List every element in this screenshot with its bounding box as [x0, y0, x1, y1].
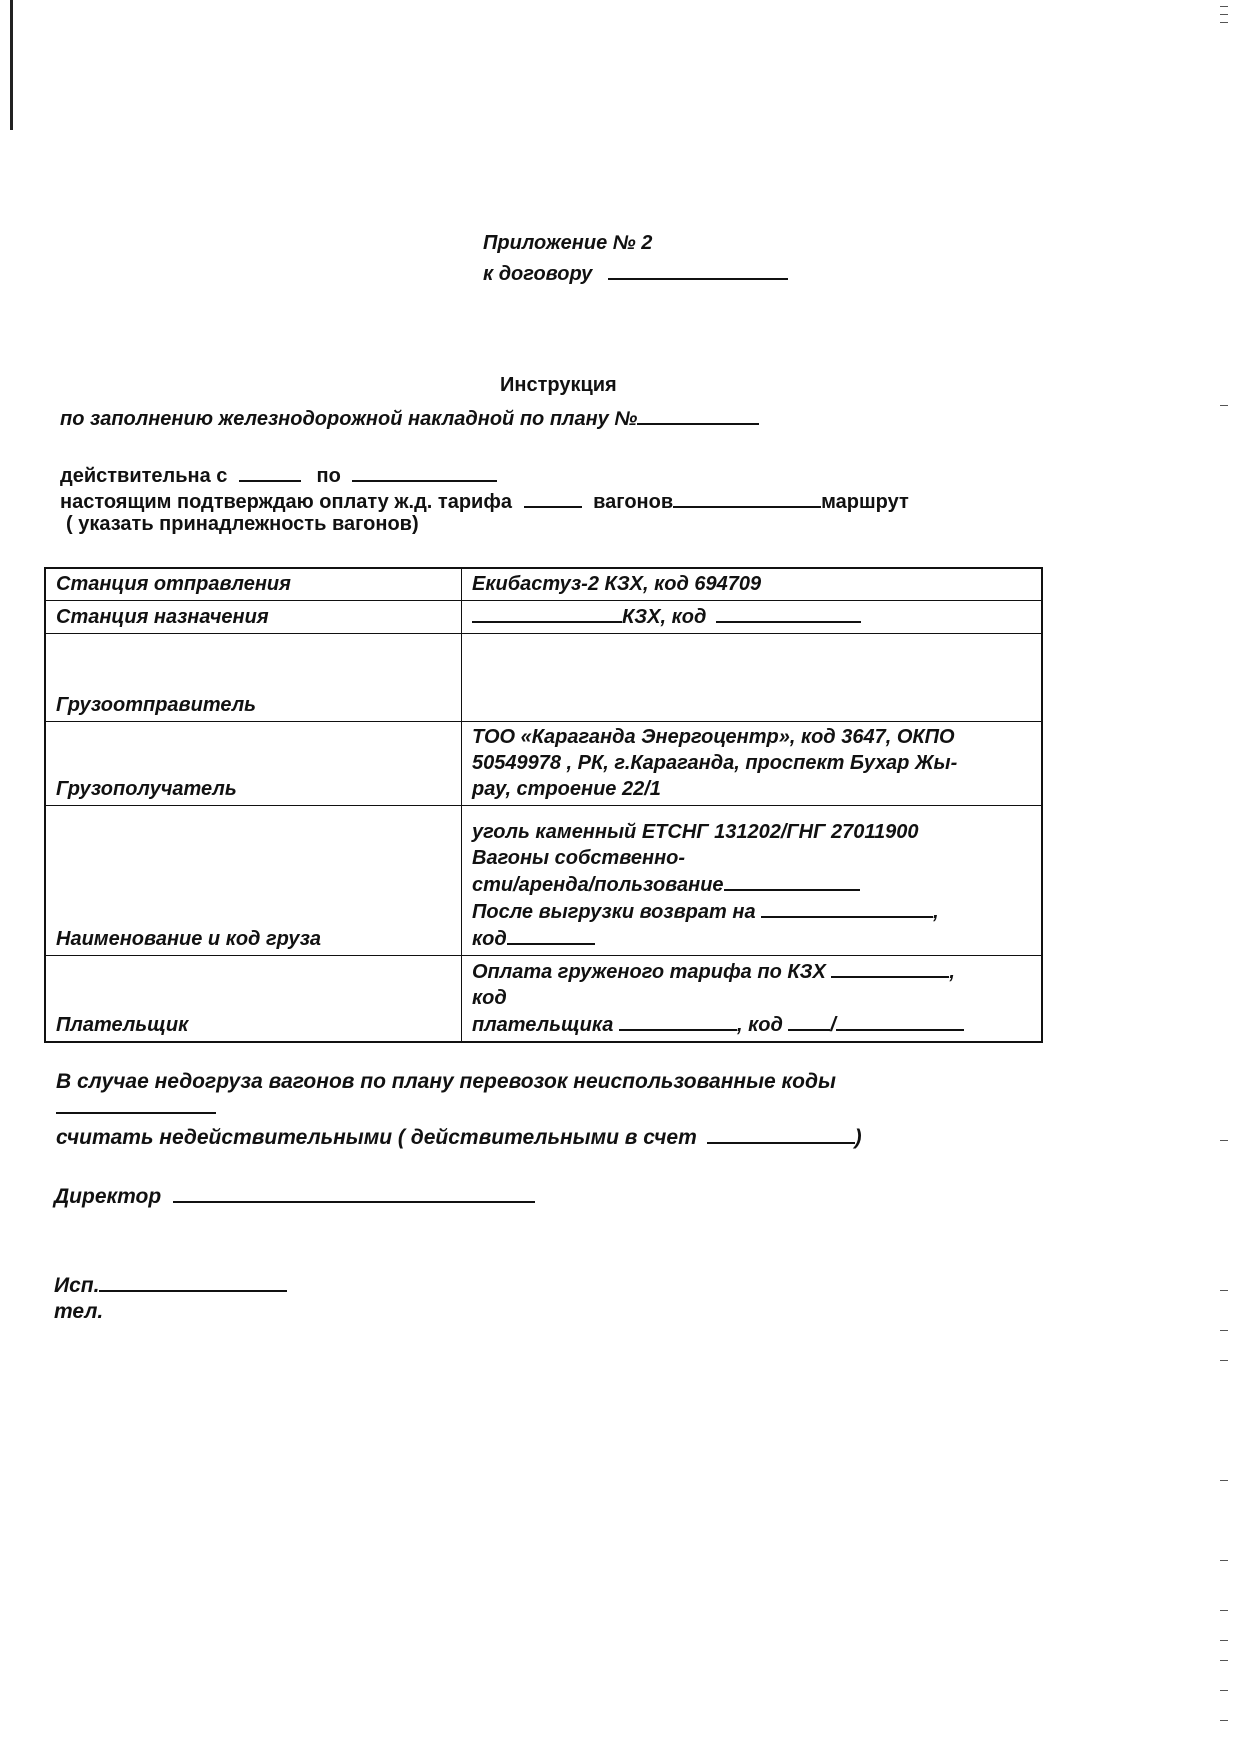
subtitle-text: по заполнению железнодорожной накладной по плану № [60, 408, 638, 430]
consignee-line-1: ТОО «Караганда Энергоцентр», код 3647, ОКПО [472, 726, 955, 748]
scan-mark [1220, 1330, 1228, 1331]
waybill-table [44, 567, 1043, 1043]
ownership-text: сти/аренда/пользование [472, 874, 724, 896]
underload-line-2 [56, 1124, 862, 1150]
destination-station-code-label: КЗХ, код [622, 606, 707, 628]
scan-mark [1220, 1480, 1228, 1481]
payer-code-label: код [748, 1014, 783, 1036]
account-blank[interactable] [707, 1124, 855, 1144]
row-value [462, 568, 1043, 601]
tariff-text: Оплата груженого тарифа по КЗХ [472, 961, 826, 983]
scan-mark [1220, 1560, 1228, 1561]
ownership-blank[interactable] [724, 871, 860, 891]
ownership-note: ( указать принадлежность вагонов) [66, 513, 419, 535]
wagons-blank[interactable] [673, 488, 821, 508]
payer-line-1: Оплата груженого тарифа по КЗХ , [472, 958, 1031, 985]
row-label: Станция отправления [45, 568, 462, 601]
confirm-text: настоящим подтверждаю оплату ж.д. тарифа [60, 491, 512, 513]
wagons-count-blank[interactable] [524, 488, 582, 508]
annex-title: Приложение № 2 [483, 232, 653, 254]
payer-code-blank-2[interactable] [836, 1011, 964, 1031]
scan-mark [1220, 1610, 1228, 1611]
table-row [45, 806, 1042, 956]
payer-blank[interactable] [619, 1011, 737, 1031]
wagons-label: вагонов [593, 491, 674, 513]
row-label: Плательщик [45, 956, 462, 1043]
valid-from-blank[interactable] [239, 462, 301, 482]
payer-line-3: плательщика , код / [472, 1011, 1031, 1038]
scan-mark [1220, 1290, 1228, 1291]
payer-code-separator: / [830, 1014, 836, 1036]
director-label: Директор [54, 1185, 162, 1208]
return-blank[interactable] [761, 898, 933, 918]
valid-from-label: действительна с [60, 465, 228, 487]
scan-mark [1220, 1360, 1228, 1361]
scan-mark [1220, 1720, 1228, 1721]
annex-contract-line [483, 260, 788, 286]
row-value [462, 722, 1043, 806]
tariff-blank[interactable] [831, 958, 949, 978]
payer-label: плательщика [472, 1014, 614, 1036]
underload-line-1: В случае недогруза вагонов по плану перевозок неиспользованные коды [56, 1070, 836, 1093]
return-code-blank[interactable] [507, 925, 595, 945]
cargo-line-2: Вагоны собственно- [472, 847, 686, 869]
executor-blank[interactable] [99, 1272, 287, 1292]
confirm-line [60, 488, 909, 514]
row-label: Станция назначения [45, 601, 462, 634]
scan-mark [1220, 1140, 1228, 1141]
contract-label: к договору [483, 263, 593, 285]
row-label: Грузополучатель [45, 722, 462, 806]
row-value [462, 956, 1043, 1043]
payer-line-2: код [472, 987, 507, 1009]
scan-edge-mark [10, 0, 13, 130]
director-signature-blank[interactable] [173, 1183, 535, 1203]
scan-mark [1220, 14, 1228, 15]
cargo-line-3 [472, 871, 1031, 898]
scan-mark [1220, 6, 1228, 7]
unused-codes-blank[interactable] [56, 1094, 216, 1114]
plan-number-blank[interactable] [637, 405, 759, 425]
cargo-line-1: уголь каменный ЕТСНГ 131202/ГНГ 27011900 [472, 821, 919, 843]
scan-mark [1220, 405, 1228, 406]
executor-label: Исп. [54, 1274, 100, 1297]
scan-mark [1220, 22, 1228, 23]
director-line [54, 1183, 535, 1209]
scan-mark [1220, 1660, 1228, 1661]
shipper-value-empty[interactable] [462, 634, 1043, 722]
return-code-label: код [472, 928, 507, 950]
payer-code-blank-1[interactable] [788, 1011, 830, 1031]
close-paren: ) [854, 1126, 862, 1149]
route-label: маршрут [821, 491, 909, 513]
underload-blank-row [56, 1094, 216, 1119]
executor-line [54, 1272, 287, 1298]
valid-to-label: по [316, 465, 341, 487]
row-value [462, 806, 1043, 956]
consignee-line-2: 50549978 , РК, г.Караганда, проспект Бухар Жы- [472, 752, 958, 774]
scan-mark [1220, 1640, 1228, 1641]
contract-number-blank[interactable] [608, 260, 788, 280]
cargo-line-4: После выгрузки возврат на , [472, 898, 1031, 925]
underload-text: считать недействительными ( действительными в счет [56, 1126, 697, 1149]
table-row [45, 568, 1042, 601]
validity-line [60, 462, 497, 488]
row-label: Грузоотправитель [45, 634, 462, 722]
table-row [45, 634, 1042, 722]
scan-mark [1220, 1690, 1228, 1691]
document-title: Инструкция [500, 374, 617, 396]
destination-code-blank[interactable] [716, 603, 861, 623]
departure-station-value: Екибастуз-2 КЗХ, код 694709 [472, 573, 762, 595]
valid-to-blank[interactable] [352, 462, 497, 482]
table-row [45, 601, 1042, 634]
table-row [45, 956, 1042, 1043]
phone-label: тел. [54, 1300, 104, 1323]
consignee-line-3: рау, строение 22/1 [472, 778, 661, 800]
destination-station-blank[interactable] [472, 603, 622, 623]
table-row [45, 722, 1042, 806]
row-label: Наименование и код груза [45, 806, 462, 956]
cargo-line-5 [472, 925, 1031, 952]
document-subtitle [60, 405, 759, 431]
return-text: После выгрузки возврат на [472, 901, 756, 923]
row-value [462, 601, 1043, 634]
